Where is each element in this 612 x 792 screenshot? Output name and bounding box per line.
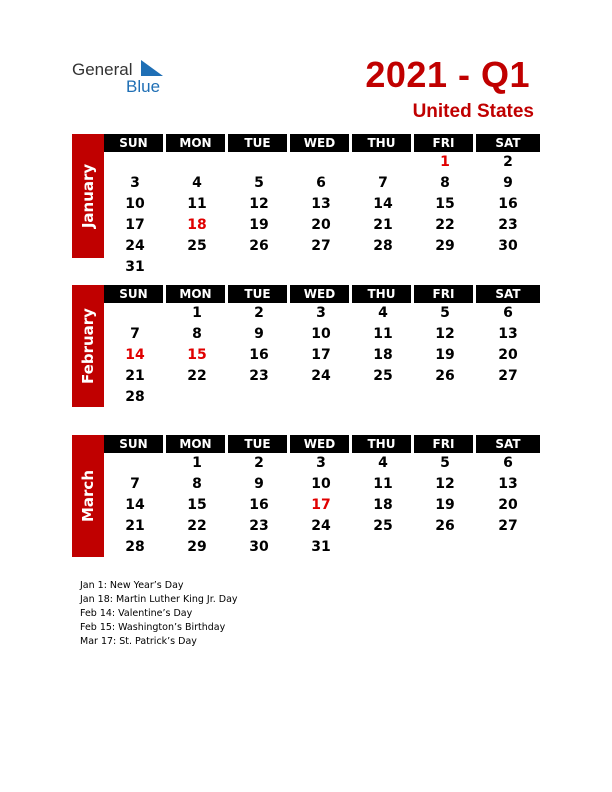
date-cell: 23: [498, 217, 518, 233]
date-cell: 14: [373, 196, 393, 212]
empty-cell: [228, 257, 290, 278]
date-cell: 12: [249, 196, 269, 212]
week-row: [104, 495, 540, 516]
weekday-wed: WED: [290, 435, 352, 453]
date-cell: 12: [435, 476, 455, 492]
empty-cell: [104, 453, 166, 474]
date-cell: 20: [311, 217, 331, 233]
empty-cell: [476, 257, 540, 278]
logo-text-blue: Blue: [126, 77, 161, 96]
date-cell: 4: [192, 175, 202, 191]
month-name: March: [79, 469, 97, 523]
date-cell: 20: [498, 497, 518, 513]
month-label-bar: [72, 435, 104, 557]
logo-triangle-icon: [141, 60, 163, 76]
weekday-sun: SUN: [104, 285, 166, 303]
date-cell: 6: [316, 175, 326, 191]
weekday-fri: FRI: [414, 435, 476, 453]
date-cell: 9: [254, 326, 264, 342]
weekday-sat: SAT: [476, 435, 540, 453]
date-cell: 16: [249, 497, 269, 513]
date-cell: 2: [503, 154, 513, 170]
logo-text-general: General: [72, 60, 133, 79]
empty-cell: [166, 152, 228, 173]
date-cell: 23: [249, 368, 269, 384]
date-cell: 27: [498, 368, 518, 384]
weekday-tue: TUE: [228, 134, 290, 152]
month-label-bar: [72, 134, 104, 258]
empty-cell: [352, 152, 414, 173]
weekday-fri: FRI: [414, 285, 476, 303]
month-grid: [104, 303, 540, 408]
month-name: January: [79, 163, 97, 229]
date-cell: 27: [498, 518, 518, 534]
brand-logo: [72, 60, 172, 96]
date-cell: 17: [125, 217, 145, 233]
date-cell: 20: [498, 347, 518, 363]
weekday-sat: SAT: [476, 285, 540, 303]
empty-cell: [290, 257, 352, 278]
weekday-wed: WED: [290, 285, 352, 303]
month-january: [72, 134, 540, 275]
date-cell: 13: [498, 476, 518, 492]
date-cell: 24: [311, 518, 331, 534]
week-row: [104, 152, 540, 173]
date-cell: 24: [311, 368, 331, 384]
date-cell: 29: [435, 238, 455, 254]
month-grid: [104, 152, 540, 278]
week-row: [104, 215, 540, 236]
date-cell: 23: [249, 518, 269, 534]
weekday-header: [104, 134, 540, 152]
date-cell: 4: [378, 305, 388, 321]
date-cell: 2: [254, 305, 264, 321]
date-cell: 30: [498, 238, 518, 254]
date-cell: 7: [378, 175, 388, 191]
date-cell: 22: [187, 518, 207, 534]
month-march: [72, 435, 540, 557]
date-cell: 11: [187, 196, 207, 212]
date-cell: 28: [125, 539, 145, 555]
date-cell: 25: [373, 518, 393, 534]
empty-cell: [104, 152, 166, 173]
holiday-note: Jan 18: Martin Luther King Jr. Day: [80, 594, 238, 605]
date-cell: 15: [435, 196, 455, 212]
date-cell: 8: [192, 326, 202, 342]
empty-cell: [414, 387, 476, 408]
date-cell: 28: [125, 389, 145, 405]
weekday-fri: FRI: [414, 134, 476, 152]
weekday-thu: THU: [352, 285, 414, 303]
date-cell: 30: [249, 539, 269, 555]
date-cell: 26: [435, 518, 455, 534]
date-cell: 8: [192, 476, 202, 492]
empty-cell: [414, 257, 476, 278]
date-cell: 7: [130, 326, 140, 342]
week-row: [104, 366, 540, 387]
holiday-note: Feb 15: Washington’s Birthday: [80, 622, 226, 633]
holiday-date-cell: 15: [187, 347, 207, 363]
holiday-date-cell: 17: [311, 497, 331, 513]
date-cell: 4: [378, 455, 388, 471]
date-cell: 8: [440, 175, 450, 191]
empty-cell: [352, 257, 414, 278]
weekday-sun: SUN: [104, 134, 166, 152]
date-cell: 28: [373, 238, 393, 254]
date-cell: 17: [311, 347, 331, 363]
country-label: United States: [412, 101, 534, 122]
weekday-header: [104, 435, 540, 453]
weekday-mon: MON: [166, 435, 228, 453]
date-cell: 2: [254, 455, 264, 471]
empty-cell: [414, 537, 476, 558]
date-cell: 13: [311, 196, 331, 212]
weekday-tue: TUE: [228, 285, 290, 303]
date-cell: 7: [130, 476, 140, 492]
date-cell: 22: [435, 217, 455, 233]
date-cell: 12: [435, 326, 455, 342]
date-cell: 31: [311, 539, 331, 555]
date-cell: 9: [254, 476, 264, 492]
date-cell: 25: [373, 368, 393, 384]
date-cell: 19: [435, 347, 455, 363]
empty-cell: [352, 387, 414, 408]
date-cell: 1: [192, 305, 202, 321]
date-cell: 24: [125, 238, 145, 254]
holiday-note: Feb 14: Valentine’s Day: [80, 608, 193, 619]
empty-cell: [352, 537, 414, 558]
date-cell: 5: [440, 455, 450, 471]
empty-cell: [228, 152, 290, 173]
date-cell: 5: [440, 305, 450, 321]
date-cell: 11: [373, 476, 393, 492]
weekday-sun: SUN: [104, 435, 166, 453]
month-february: [72, 285, 540, 407]
holiday-date-cell: 18: [187, 217, 207, 233]
week-row: [104, 537, 540, 558]
empty-cell: [476, 537, 540, 558]
date-cell: 16: [249, 347, 269, 363]
date-cell: 16: [498, 196, 518, 212]
week-row: [104, 236, 540, 257]
date-cell: 26: [249, 238, 269, 254]
week-row: [104, 453, 540, 474]
week-row: [104, 324, 540, 345]
date-cell: 29: [187, 539, 207, 555]
weekday-mon: MON: [166, 285, 228, 303]
page-title: 2021 - Q1: [365, 54, 530, 95]
week-row: [104, 173, 540, 194]
week-row: [104, 516, 540, 537]
date-cell: 27: [311, 238, 331, 254]
holiday-note: Jan 1: New Year’s Day: [80, 580, 184, 591]
week-row: [104, 474, 540, 495]
date-cell: 21: [373, 217, 393, 233]
weekday-thu: THU: [352, 435, 414, 453]
empty-cell: [290, 152, 352, 173]
date-cell: 15: [187, 497, 207, 513]
empty-cell: [290, 387, 352, 408]
week-row: [104, 194, 540, 215]
date-cell: 19: [249, 217, 269, 233]
weekday-thu: THU: [352, 134, 414, 152]
date-cell: 21: [125, 368, 145, 384]
date-cell: 31: [125, 259, 145, 275]
holiday-date-cell: 14: [125, 347, 145, 363]
week-row: [104, 303, 540, 324]
date-cell: 25: [187, 238, 207, 254]
holiday-notes: [80, 579, 238, 649]
holiday-date-cell: 1: [440, 154, 450, 170]
date-cell: 26: [435, 368, 455, 384]
empty-cell: [166, 387, 228, 408]
weekday-sat: SAT: [476, 134, 540, 152]
month-label-bar: [72, 285, 104, 407]
empty-cell: [166, 257, 228, 278]
holiday-note: Mar 17: St. Patrick’s Day: [80, 636, 197, 647]
month-name: February: [79, 308, 97, 384]
date-cell: 13: [498, 326, 518, 342]
date-cell: 10: [125, 196, 145, 212]
date-cell: 5: [254, 175, 264, 191]
weekday-wed: WED: [290, 134, 352, 152]
date-cell: 11: [373, 326, 393, 342]
date-cell: 6: [503, 305, 513, 321]
date-cell: 10: [311, 326, 331, 342]
weekday-mon: MON: [166, 134, 228, 152]
date-cell: 14: [125, 497, 145, 513]
date-cell: 1: [192, 455, 202, 471]
week-row: [104, 345, 540, 366]
week-row: [104, 387, 540, 408]
date-cell: 21: [125, 518, 145, 534]
date-cell: 18: [373, 497, 393, 513]
week-row: [104, 257, 540, 278]
date-cell: 19: [435, 497, 455, 513]
empty-cell: [104, 303, 166, 324]
empty-cell: [476, 387, 540, 408]
date-cell: 6: [503, 455, 513, 471]
date-cell: 18: [373, 347, 393, 363]
date-cell: 3: [130, 175, 140, 191]
date-cell: 3: [316, 455, 326, 471]
weekday-header: [104, 285, 540, 303]
empty-cell: [228, 387, 290, 408]
month-grid: [104, 453, 540, 558]
date-cell: 3: [316, 305, 326, 321]
date-cell: 22: [187, 368, 207, 384]
date-cell: 9: [503, 175, 513, 191]
date-cell: 10: [311, 476, 331, 492]
weekday-tue: TUE: [228, 435, 290, 453]
